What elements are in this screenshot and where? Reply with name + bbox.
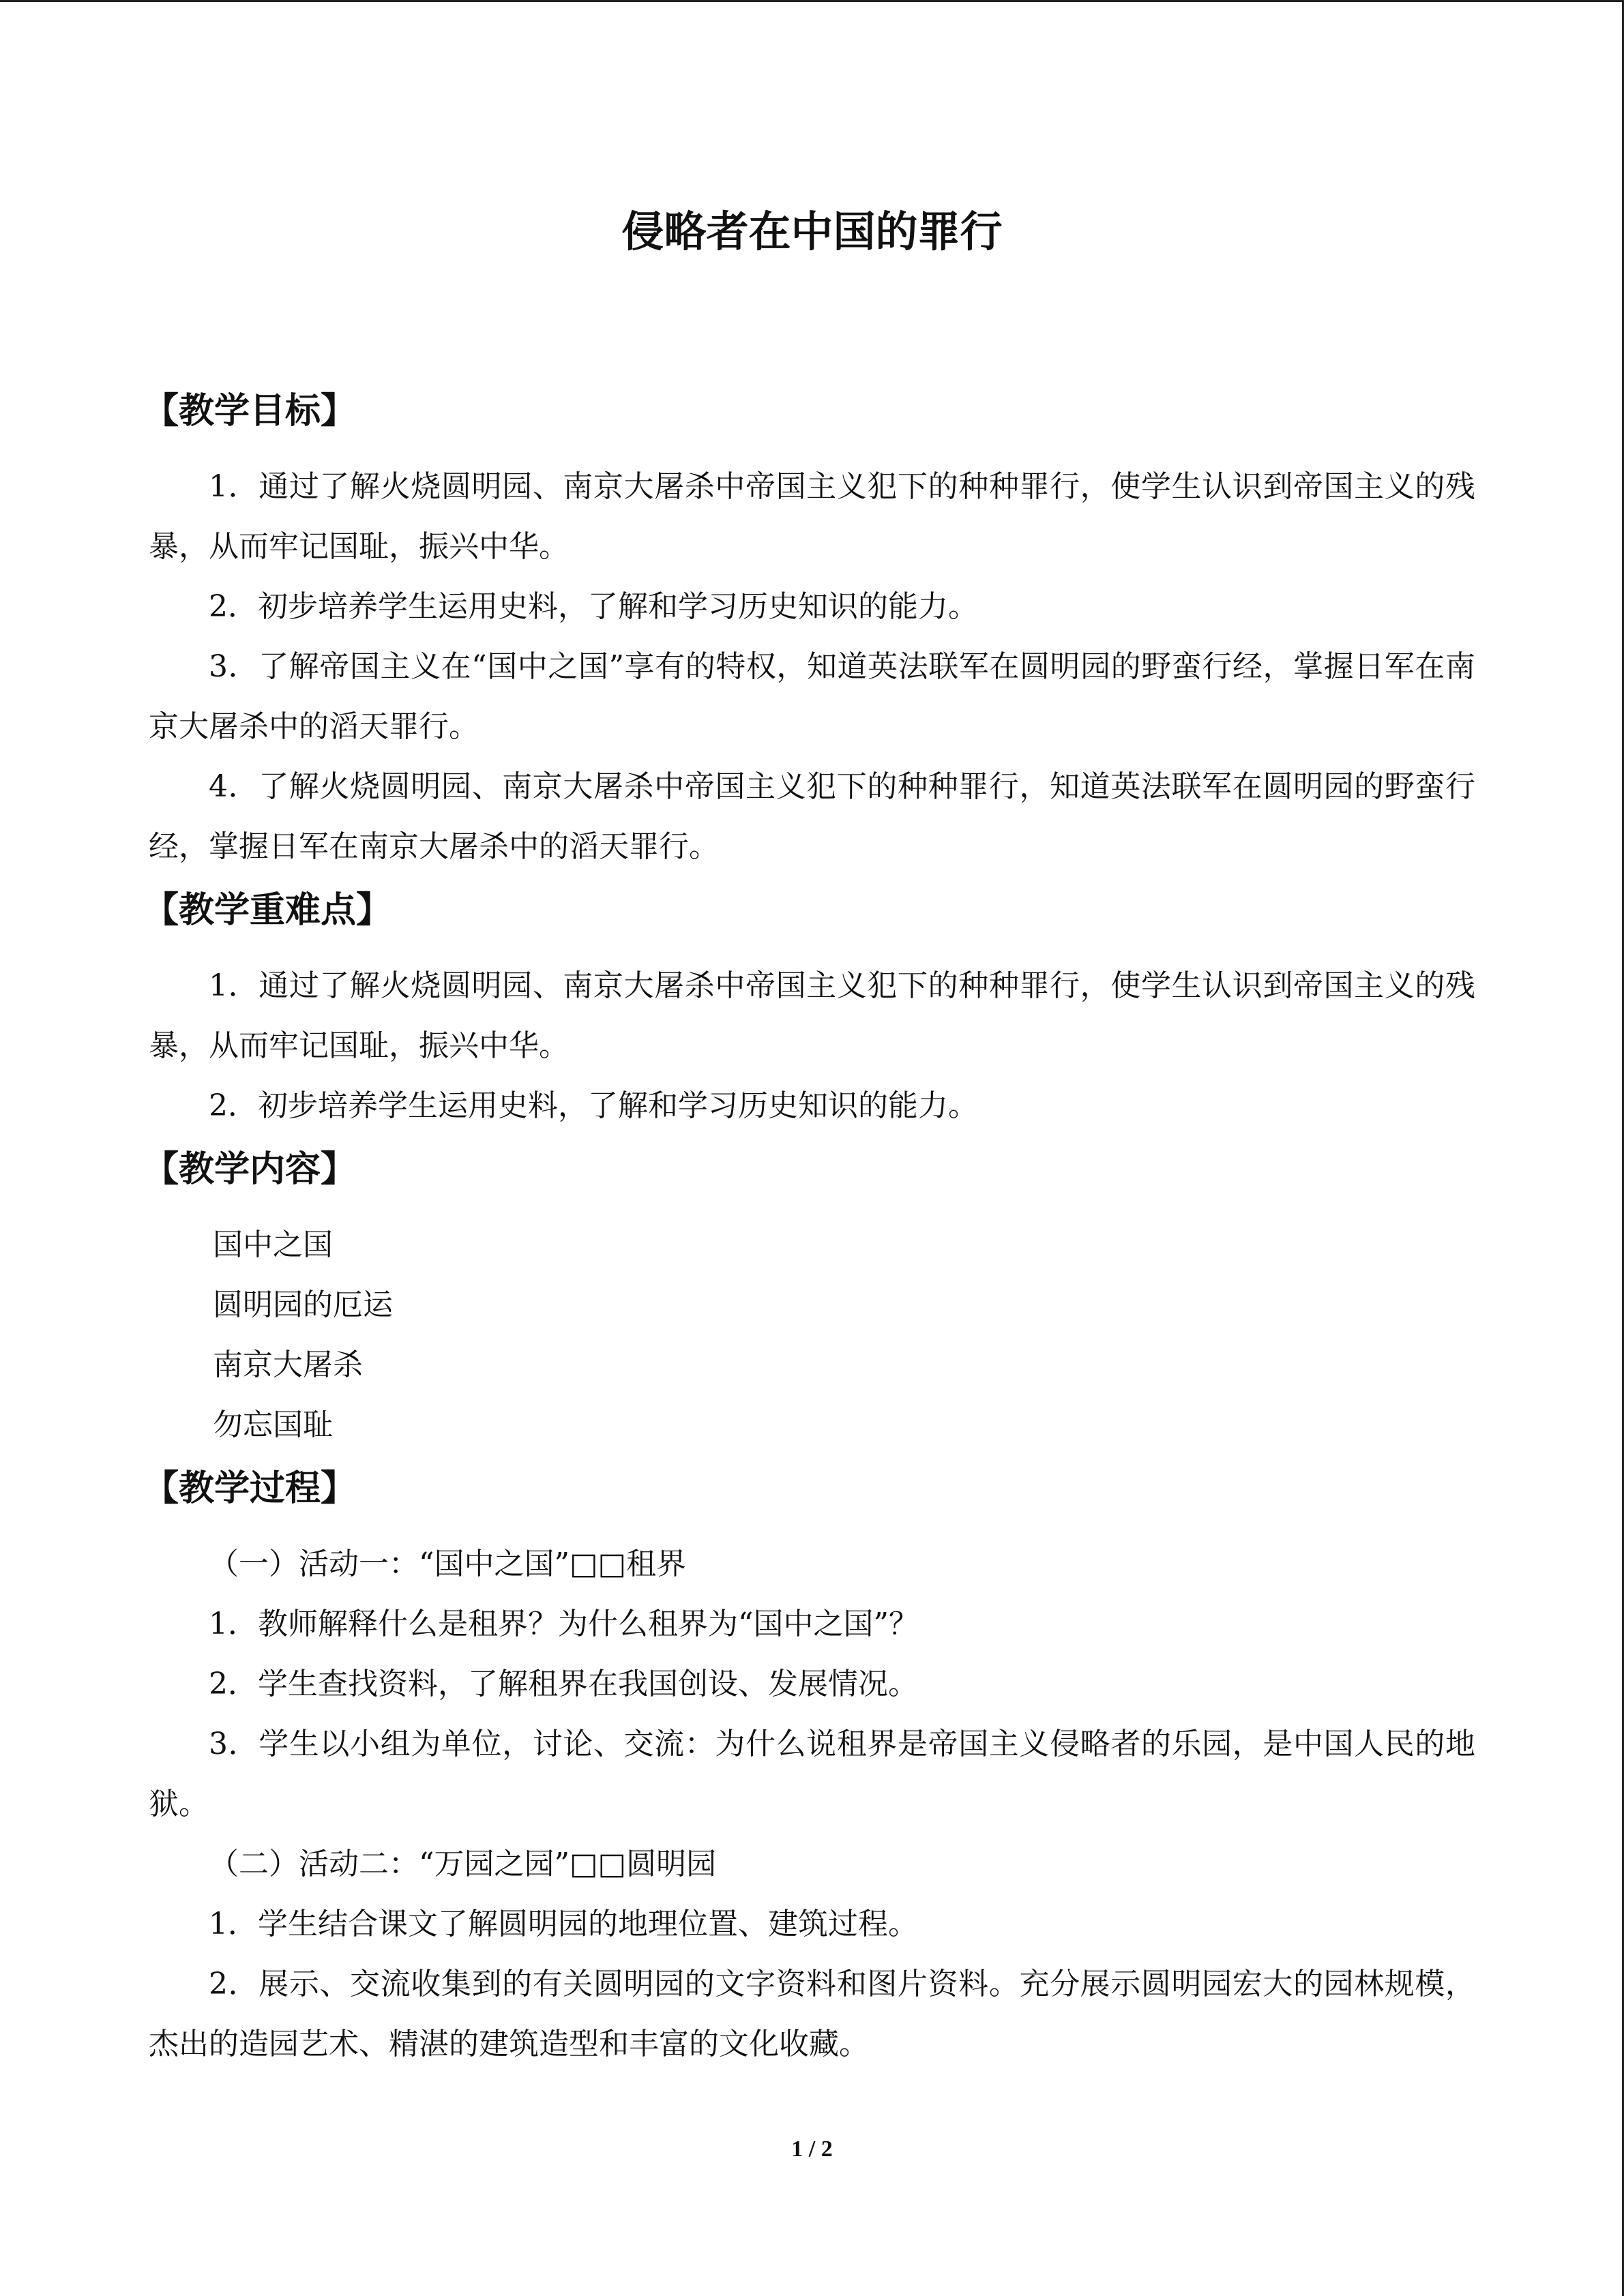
process-paragraph-5: 2．展示、交流收集到的有关圆明园的文字资料和图片资料。充分展示圆明园宏大的园林规模，杰出的造园艺术、精湛的建筑造型和丰富的文化收藏。 [149,1967,1475,2061]
objective-paragraph-1: 1．通过了解火烧圆明园、南京大屠杀中帝国主义犯下的种种罪行，使学生认识到帝国主义的残暴，从而牢记国耻，振兴中华。 [149,469,1475,564]
process-activity-1-title: （一）活动一：“国中之国”□□租界 [209,1547,687,1581]
key-point-paragraph-2: 2．初步培养学生运用史料，了解和学习历史知识的能力。 [209,1088,978,1123]
section-heading-process: 【教学过程】 [143,1468,357,1509]
section-key-points [143,881,1475,1136]
process-paragraph-3: 3．学生以小组为单位，讨论、交流：为什么说租界是帝国主义侵略者的乐园，是中国人民的地狱。 [149,1727,1475,1821]
process-paragraph-1: 1．教师解释什么是租界？为什么租界为“国中之国”？ [209,1607,919,1641]
page-number: 1 / 2 [791,2136,833,2162]
section-objectives [143,382,1475,877]
document-title: 侵略者在中国的罪行 [621,207,1003,256]
content-item-3: 南京大屠杀 [213,1347,363,1382]
objective-paragraph-4: 4．了解火烧圆明园、南京大屠杀中帝国主义犯下的种种罪行，知道英法联军在圆明园的野蛮行经，掌握日军在南京大屠杀中的滔天罪行。 [149,769,1475,864]
document-body [143,382,1475,2074]
process-activity-2-title: （二）活动二：“万园之园”□□圆明园 [209,1847,717,1881]
key-point-paragraph-1: 1．通过了解火烧圆明园、南京大屠杀中帝国主义犯下的种种罪行，使学生认识到帝国主义的残暴，从而牢记国耻，振兴中华。 [149,968,1475,1063]
process-paragraph-4: 1．学生结合课文了解圆明园的地理位置、建筑过程。 [209,1907,918,1941]
page-border-top [0,0,1624,2]
section-process [143,1459,1475,2074]
section-heading-objectives: 【教学目标】 [143,391,357,432]
objective-paragraph-2: 2．初步培养学生运用史料，了解和学习历史知识的能力。 [209,589,978,624]
section-heading-content: 【教学内容】 [143,1149,357,1190]
content-item-1: 国中之国 [213,1227,333,1262]
objective-paragraph-3: 3．了解帝国主义在“国中之国”享有的特权，知道英法联军在圆明园的野蛮行经，掌握日军在南京大屠杀中的滔天罪行。 [149,649,1475,744]
content-item-4: 勿忘国耻 [213,1407,333,1442]
process-paragraph-2: 2．学生查找资料，了解租界在我国创设、发展情况。 [209,1667,918,1701]
content-item-2: 圆明园的厄运 [213,1287,393,1322]
section-heading-key-points: 【教学重难点】 [143,890,392,931]
section-content [143,1140,1475,1455]
